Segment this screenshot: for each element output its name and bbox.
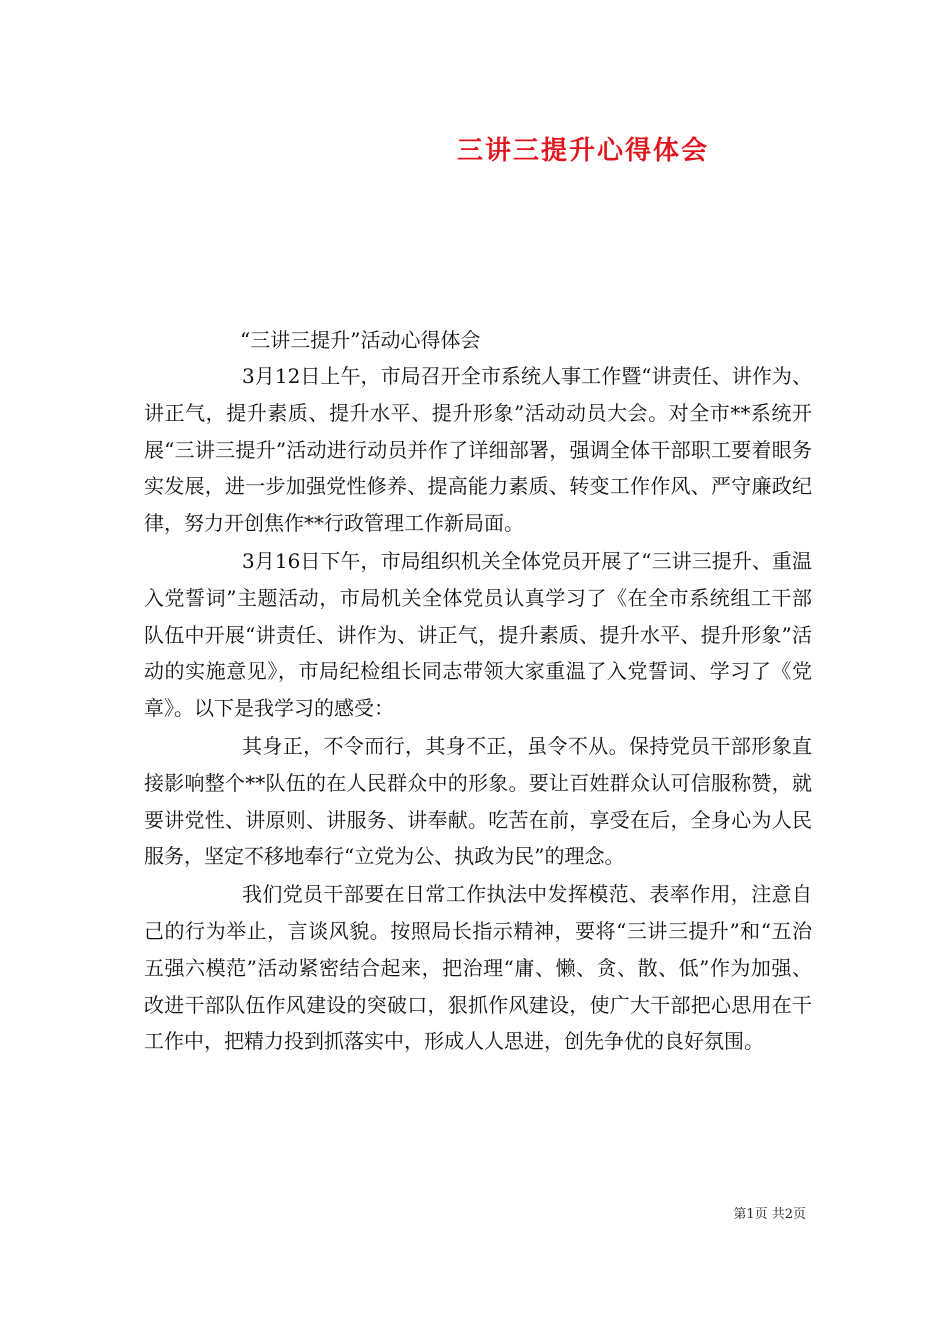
- paragraph-1: 3月12日上午，市局召开全市系统人事工作暨“讲责任、讲作为、讲正气，提升素质、提升水平、提升形象”活动动员大会。对全市**系统开展“三讲三提升”活动进行动员并作了详细部署，强调全体干部职工要着眼务实发展，进一步加强党性修养、提高能力素质、转变工作作风、严守廉政纪律，努力开创焦作**行政管理工作新局面。: [144, 364, 812, 536]
- document-subtitle: “三讲三提升”活动心得体会: [240, 328, 481, 352]
- paragraph-2: 3月16日下午，市局组织机关全体党员开展了“三讲三提升、重温入党誓词”主题活动，市局机关全体党员认真学习了《在全市系统组工干部队伍中开展“讲责任、讲作为、讲正气，提升素质、提升水平、提升形象”活动的实施意见》，市局纪检组长同志带领大家重温了入党誓词、学习了《党章》。以下是我学习的感受：: [144, 548, 812, 721]
- paragraph-3: 其身正，不令而行，其身不正，虽令不从。保持党员干部形象直接影响整个**队伍的在人民群众中的形象。要让百姓群众认可信服称赞，就要讲党性、讲原则、讲服务、讲奉献。吃苦在前，享受在后，全身心为人民服务，坚定不移地奉行“立党为公、执政为民”的理念。: [144, 733, 812, 869]
- document-title: 三讲三提升心得体会: [456, 136, 709, 166]
- page-number: 第1页 共2页: [733, 1207, 806, 1222]
- document-body: [144, 322, 812, 1060]
- paragraph-4: 我们党员干部要在日常工作执法中发挥模范、表率作用，注意自己的行为举止，言谈风貌。按照局长指示精神，要将“三讲三提升”和“五治五强六模范”活动紧密结合起来，把治理“庸、懒、贪、散、低”作为加强、改进干部队伍作风建设的突破口，狠抓作风建设，使广大干部把心思用在干工作中，把精力投到抓落实中，形成人人思进，创先争优的良好氛围。: [144, 882, 812, 1054]
